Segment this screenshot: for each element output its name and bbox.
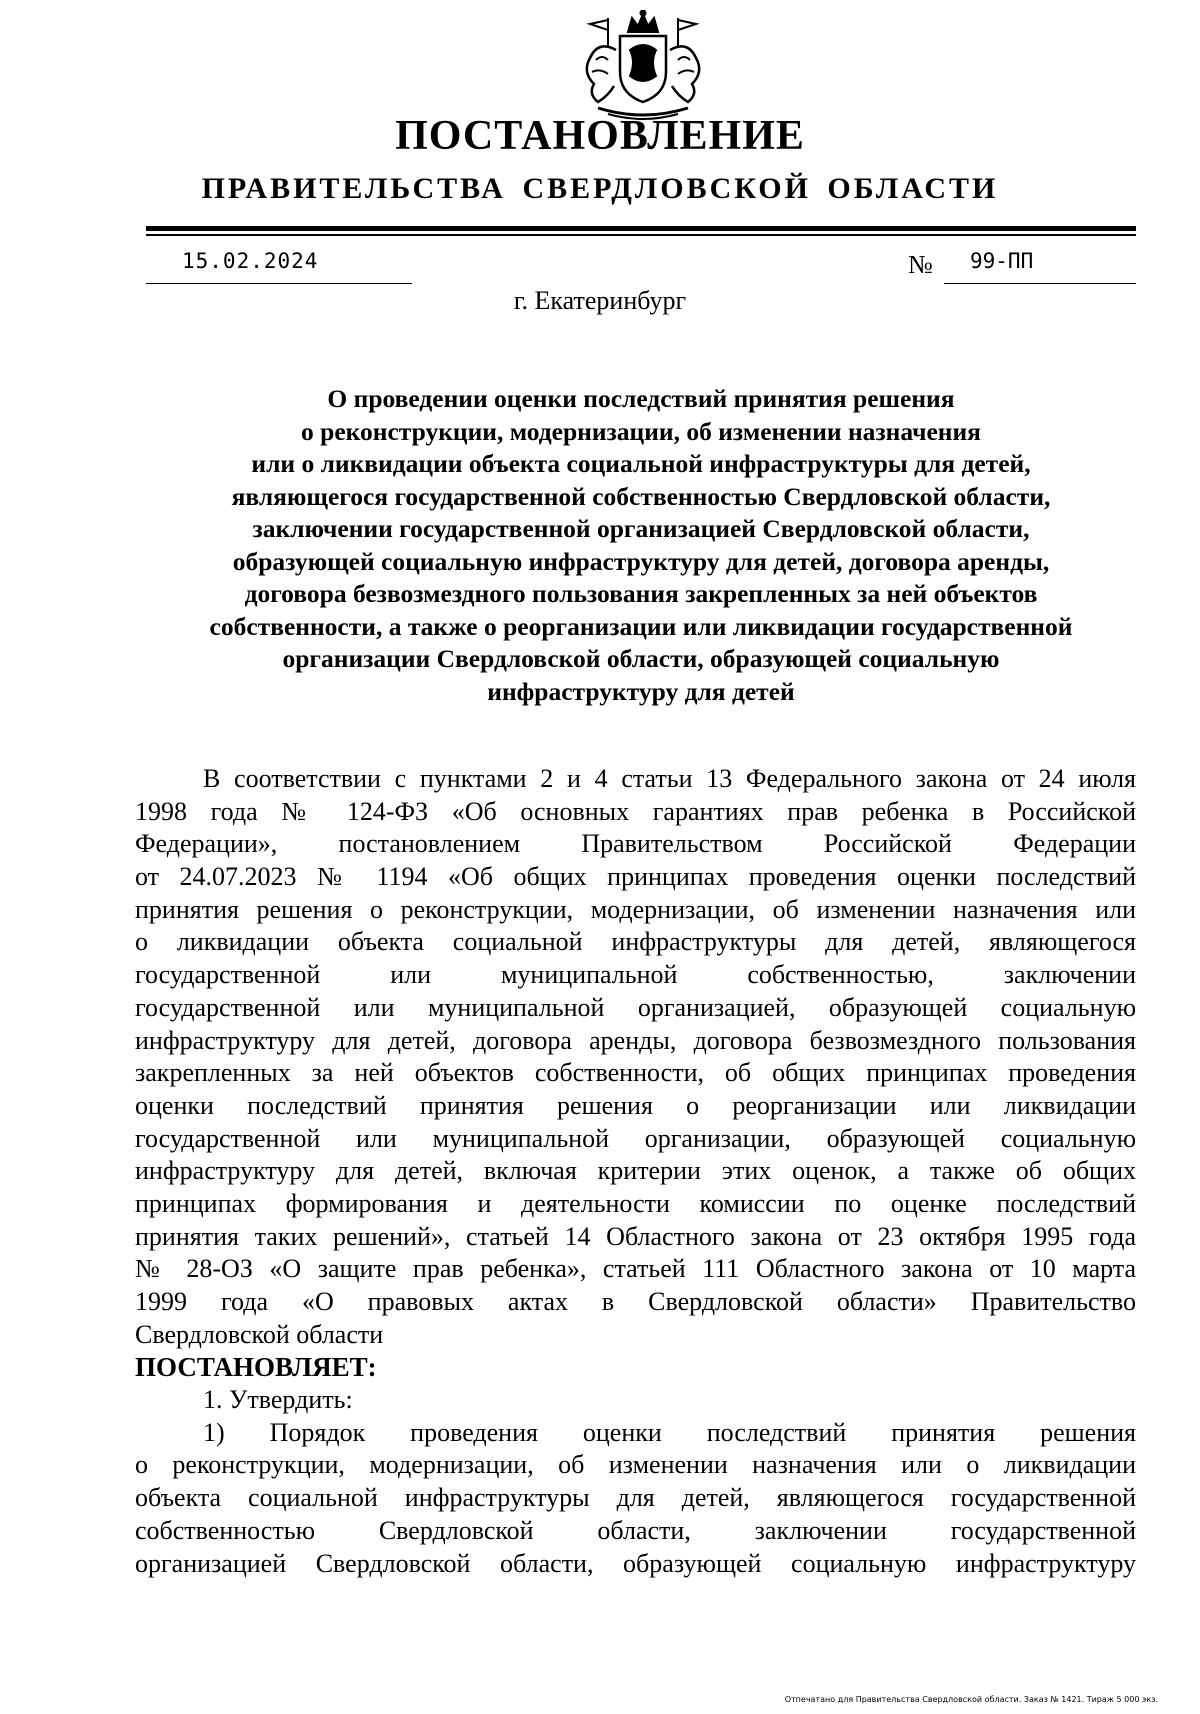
- header-divider-thin: [146, 234, 1136, 236]
- document-type-title: ПОСТАНОВЛЕНИЕ: [395, 113, 805, 159]
- subject-line: о реконструкции, модернизации, об изменении назначения: [301, 416, 981, 446]
- document-subject: [146, 383, 1136, 708]
- preamble-line: государственной или муниципальной организации, образующей социальную: [135, 1123, 1136, 1153]
- preamble-line: принципах формирования и деятельности комиссии по оценке последствий: [135, 1188, 1136, 1218]
- preamble-line: от 24.07.2023 № 1194 «Об общих принципах проведения оценки последствий: [135, 862, 1136, 892]
- preamble-line: В соответствии с пунктами 2 и 4 статьи 13 Федерального закона от 24 июля: [203, 764, 1136, 793]
- item-1-1-line: собственностью Свердловской области, заключении государственной: [135, 1515, 1136, 1545]
- preamble-line: оценки последствий принятия решения о реорганизации или ликвидации: [135, 1090, 1136, 1120]
- preamble-line: Федерации», постановлением Правительством Российской Федерации: [135, 829, 1136, 859]
- subject-line: образующей социальную инфраструктуру для детей, договора аренды,: [232, 546, 1050, 576]
- number-sign: №: [908, 250, 933, 279]
- subject-line: инфраструктуру для детей: [487, 676, 795, 706]
- item-1: 1. Утвердить:: [203, 1385, 353, 1415]
- city-of-issue: г. Екатеринбург: [513, 286, 687, 315]
- item-1-1-line: о реконструкции, модернизации, об изменении назначения или о ликвидации: [135, 1450, 1136, 1480]
- subject-line: заключении государственной организацией Свердловской области,: [252, 514, 1030, 543]
- subject-line: О проведении оценки последствий принятия решения: [327, 384, 955, 413]
- preamble-line: закрепленных за ней объектов собственности, об общих принципах проведения: [135, 1058, 1136, 1088]
- preamble-line: инфраструктуру для детей, включая критерии этих оценок, а также об общих: [135, 1156, 1136, 1186]
- item-1-1-line: организацией Свердловской области, образующей социальную инфраструктуру: [135, 1548, 1136, 1578]
- item-1-1-line: 1) Порядок проведения оценки последствий принятия решения: [203, 1417, 1136, 1447]
- preamble-line: № 28-ОЗ «О защите прав ребенка», статьей 111 Областного закона от 10 марта: [135, 1254, 1136, 1284]
- date-field: [146, 249, 412, 284]
- header-divider-thick: [146, 226, 1136, 231]
- print-footer-note: Отпечатано для Правительства Свердловской области. Заказ № 1421. Тираж 5 000 экз.: [784, 1695, 1158, 1704]
- item-1-1-line: объекта социальной инфраструктуры для детей, являющегося государственной: [135, 1483, 1136, 1513]
- coat-of-arms-emblem: [568, 10, 718, 125]
- preamble-line: государственной или муниципальной собственностью, заключении: [135, 960, 1136, 990]
- preamble-line: 1998 года № 124-ФЗ «Об основных гарантиях прав ребенка в Российской: [135, 796, 1136, 826]
- number-field: [944, 249, 1136, 284]
- preamble-line: принятия решения о реконструкции, модернизации, об изменении назначения или: [135, 894, 1136, 924]
- resolves-heading: ПОСТАНОВЛЯЕТ:: [135, 1352, 377, 1383]
- preamble-line: государственной или муниципальной организацией, образующей социальную: [135, 992, 1136, 1022]
- subject-line: являющегося государственной собственностью Свердловской области,: [231, 481, 1051, 511]
- preamble-line: инфраструктуру для детей, договора аренды, договора безвозмездного пользования: [135, 1025, 1136, 1055]
- issuing-authority: ПРАВИТЕЛЬСТВА СВЕРДЛОВСКОЙ ОБЛАСТИ: [201, 172, 999, 205]
- subject-line: договора безвозмездного пользования закрепленных за ней объектов: [244, 579, 1038, 608]
- preamble-line: принятия таких решений», статьей 14 Областного закона от 23 октября 1995 года: [135, 1221, 1136, 1251]
- preamble-line: Свердловской области: [135, 1319, 384, 1349]
- document-date: 15.02.2024: [182, 249, 319, 273]
- subject-line: собственности, а также о реорганизации или ликвидации государственной: [209, 611, 1073, 641]
- document-number: 99-ПП: [970, 249, 1034, 273]
- subject-line: или о ликвидации объекта социальной инфраструктуры для детей,: [251, 449, 1031, 478]
- preamble-line: 1999 года «О правовых актах в Свердловской области» Правительство: [135, 1287, 1136, 1316]
- preamble-line: о ликвидации объекта социальной инфраструктуры для детей, являющегося: [135, 927, 1136, 957]
- document-body: [135, 763, 1136, 1580]
- subject-line: организации Свердловской области, образующей социальную: [282, 644, 1000, 673]
